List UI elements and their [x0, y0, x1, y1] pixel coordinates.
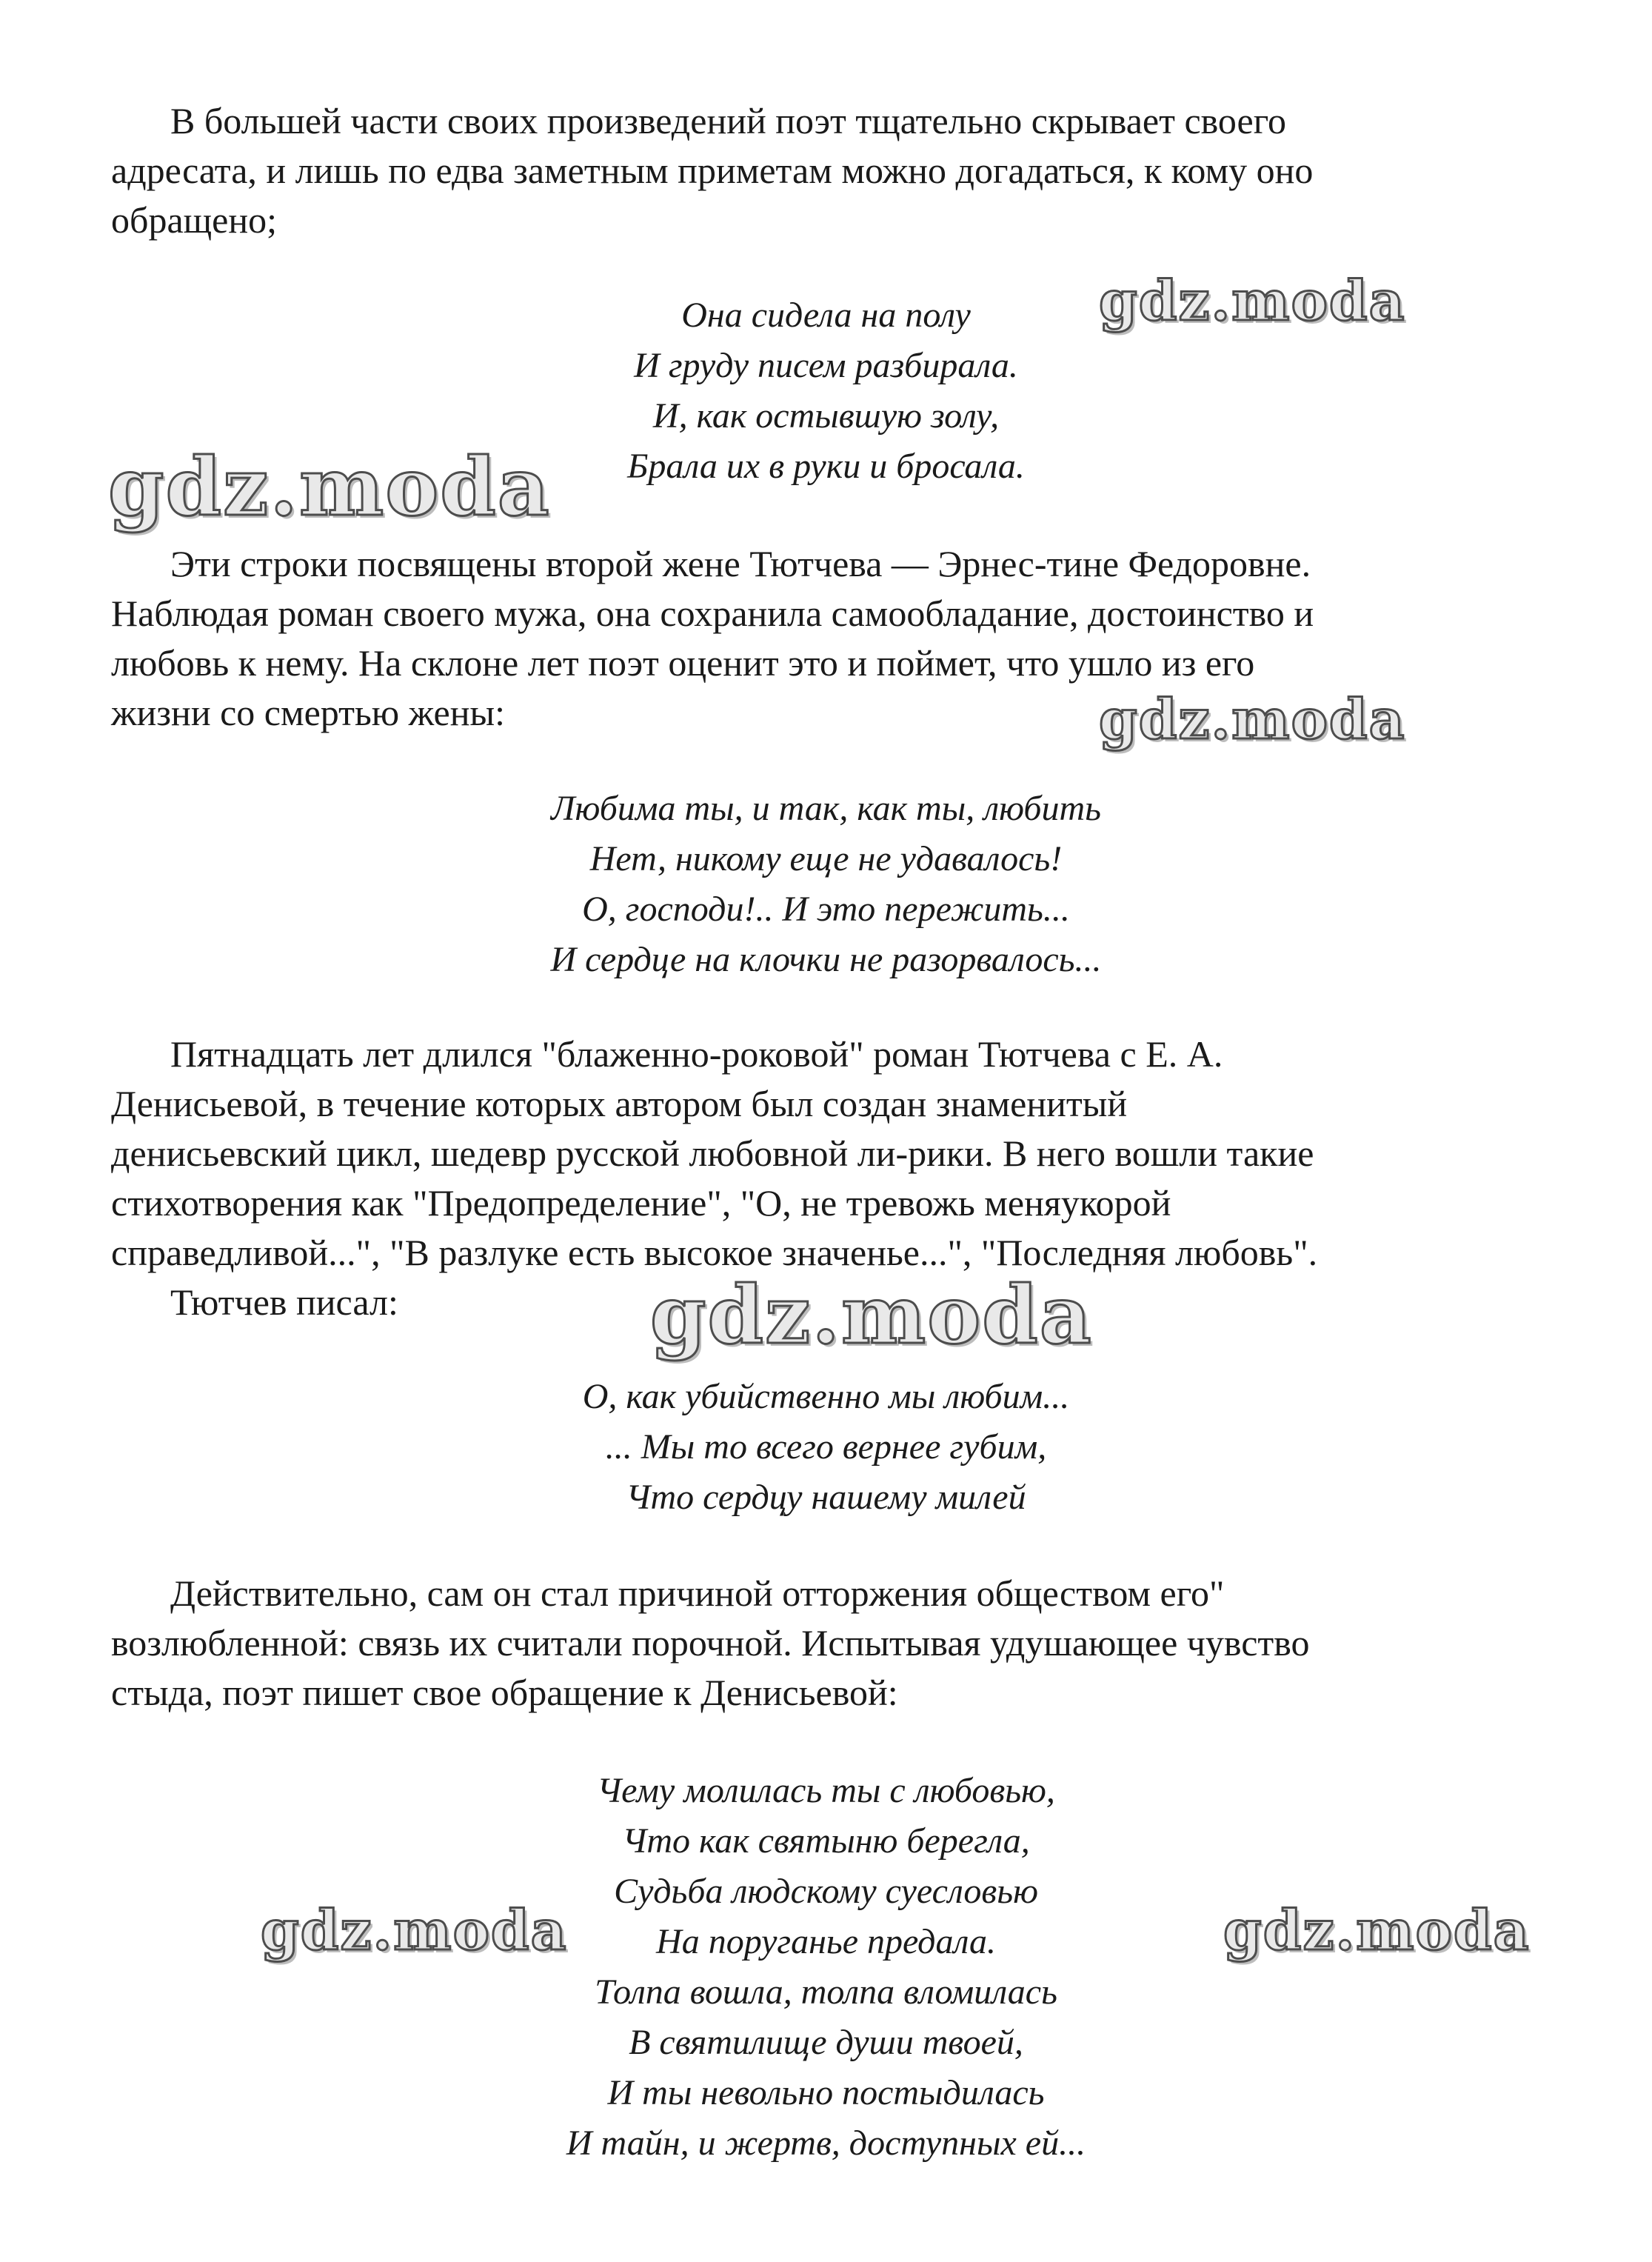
- paragraph-line: денисьевский цикл, шедевр русской любовной ли-рики. В него вошли такие: [111, 1132, 1314, 1174]
- poem-line: И тайн, и жертв, доступных ей...: [566, 2123, 1086, 2163]
- paragraph-intro: [111, 96, 1562, 245]
- poem-line: О, господи!.. И это пережить...: [582, 890, 1070, 929]
- paragraph-line: справедливой...", "В разлуке есть высокое значенье...", "Последняя любовь".: [111, 1232, 1318, 1273]
- poem-line: В святилище души твоей,: [629, 2023, 1023, 2062]
- paragraph-line: Пятнадцать лет длился "блаженно-роковой" роман Тютчева с Е. А.: [170, 1033, 1223, 1075]
- paragraph-line: любовь к нему. На склоне лет поэт оценит это и поймет, что ушло из его: [111, 642, 1255, 684]
- watermark-logo: gdz.moda: [650, 1269, 1093, 1362]
- paragraph-line: жизни со смертью жены:: [111, 692, 505, 733]
- poem-line: Что сердцу нашему милей: [626, 1478, 1026, 1517]
- poem-line: И груду писем разбирала.: [634, 346, 1018, 385]
- watermark-logo: gdz.moda: [1099, 688, 1406, 752]
- watermark-logo: gdz.moda: [1099, 270, 1406, 333]
- poem-line: Нет, никому еще не удавалось!: [589, 839, 1063, 878]
- paragraph-line: Тютчев писал:: [170, 1281, 398, 1323]
- paragraph-line: обращено;: [111, 199, 277, 241]
- poem-line: Чему молилась ты с любовью,: [597, 1771, 1055, 1810]
- poem-line: О, как убийственно мы любим...: [582, 1377, 1070, 1416]
- poem-how-murderously: [0, 1372, 1652, 1523]
- paragraph-line: Действительно, сам он стал причиной отторжения обществом его": [170, 1572, 1225, 1614]
- poem-line: На поруганье предала.: [656, 1922, 996, 1961]
- paragraph-rejection: [111, 1569, 1562, 1718]
- paragraph-line: стыда, поэт пишет свое обращение к Денисьевой:: [111, 1672, 898, 1713]
- poem-what-you-prayed: [0, 1766, 1652, 2169]
- poem-line: И, как остывшую золу,: [652, 396, 1000, 436]
- poem-line: И ты невольно постыдилась: [607, 2073, 1045, 2112]
- watermark-logo: gdz.moda: [108, 441, 551, 534]
- poem-line: И сердце на клочки не разорвалось...: [550, 940, 1102, 979]
- paragraph-line: стихотворения как "Предопределение", "О, не тревожь меняукорой: [111, 1182, 1171, 1224]
- watermark-logo: gdz.moda: [261, 1899, 568, 1963]
- paragraph-line: возлюбленной: связь их считали порочной. Испытывая удушающее чувство: [111, 1622, 1310, 1664]
- paragraph-line: Денисьевой, в течение которых автором был создан знаменитый: [111, 1083, 1128, 1124]
- paragraph-line: В большей части своих произведений поэт тщательно скрывает своего: [170, 100, 1286, 141]
- watermark-logo: gdz.moda: [1223, 1899, 1531, 1963]
- paragraph-line: Наблюдая роман своего мужа, она сохранила самообладание, достоинство и: [111, 593, 1314, 634]
- poem-line: Брала их в руки и бросала.: [627, 447, 1025, 486]
- poem-beloved: [0, 784, 1652, 985]
- paragraph-line: Эти строки посвящены второй жене Тютчева — Эрнес-тине Федоровне.: [170, 543, 1311, 584]
- poem-line: Она сидела на полу: [681, 296, 971, 335]
- poem-line: ... Мы то всего вернее губим,: [605, 1427, 1047, 1467]
- poem-line: Любима ты, и так, как ты, любить: [550, 789, 1102, 828]
- paragraph-line: адресата, и лишь по едва заметным приметам можно догадаться, к кому оно: [111, 150, 1314, 191]
- poem-line: Толпа вошла, толпа вломилась: [595, 1972, 1057, 2012]
- poem-line: Что как святыню берегла,: [622, 1821, 1030, 1861]
- poem-line: Судьба людскому суесловью: [614, 1872, 1038, 1911]
